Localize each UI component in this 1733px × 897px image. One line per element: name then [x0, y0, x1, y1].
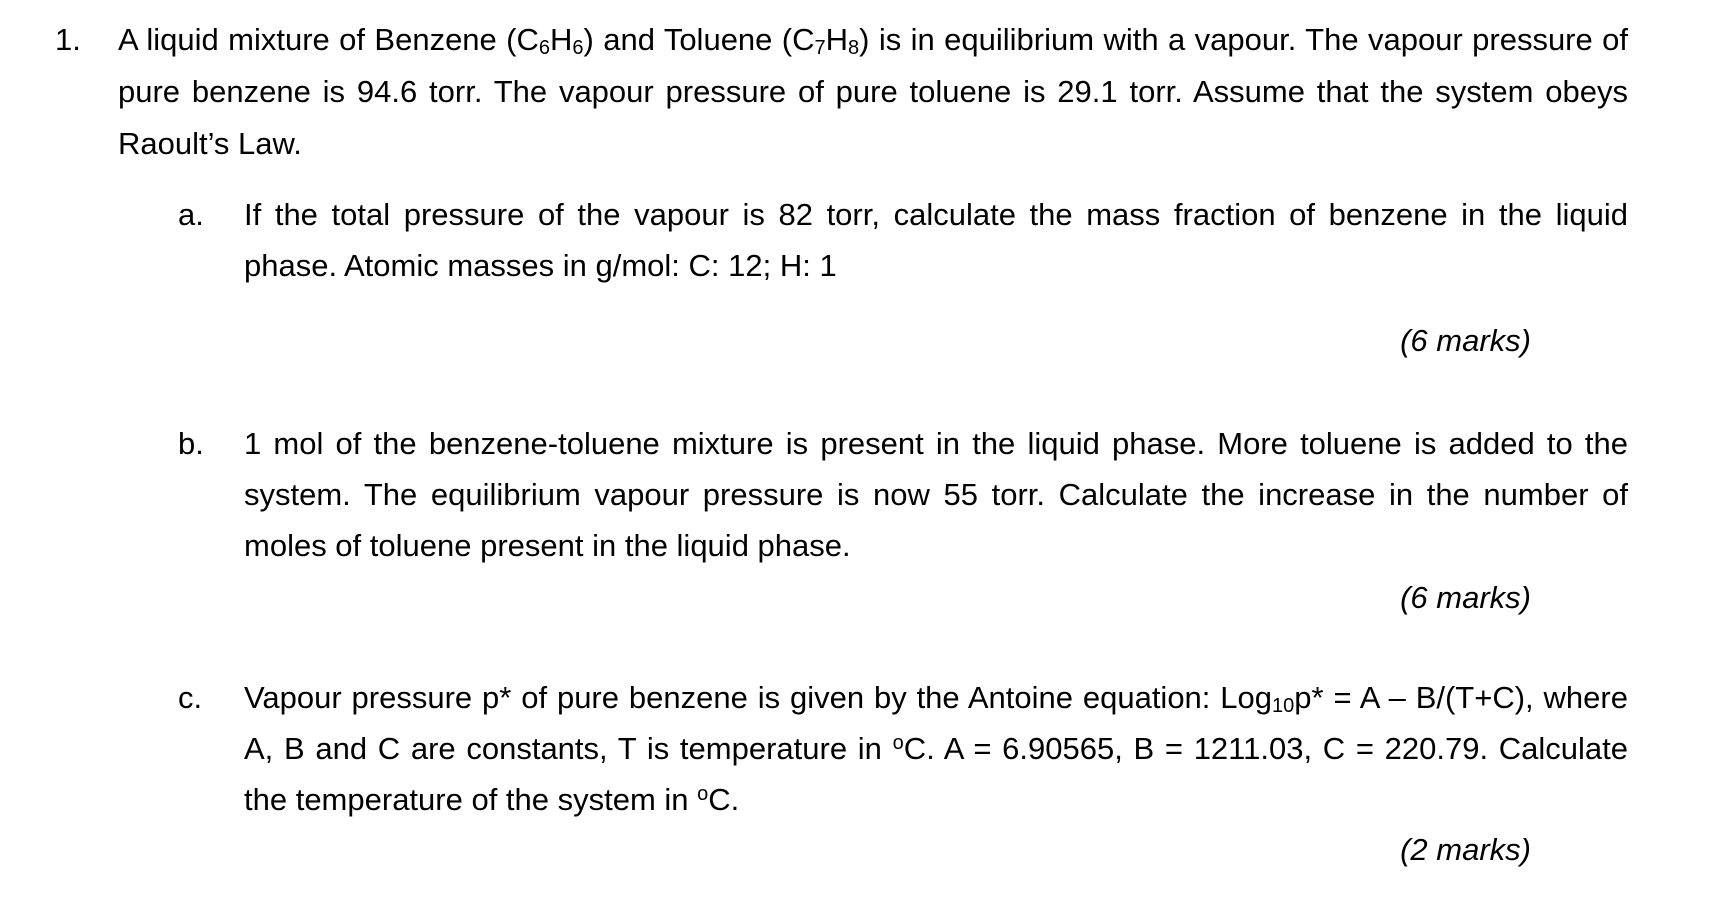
part-c-text — [244, 672, 1628, 825]
part-c-text-segment: p* = A – B/(T+C), where A, B and C are constants, T is temperature in — [244, 680, 1628, 766]
part-b-label: b. — [178, 426, 204, 461]
part-b-marks: (6 marks) — [1400, 580, 1531, 615]
question-stem — [118, 14, 1628, 170]
stem-subscript: 7 — [814, 37, 826, 59]
part-b-text: 1 mol of the benzene-toluene mixture is present in the liquid phase. More toluene is added to the system. The equilibrium vapour pressure is now 55 torr. Calculate the increase in the number of moles of toluene present in the liquid phase. — [244, 426, 1628, 563]
part-c-text-segment: C. — [708, 782, 740, 817]
stem-text: H — [825, 22, 849, 57]
part-c-degree-superscript: o — [697, 783, 709, 805]
part-c-subscript: 10 — [1272, 695, 1295, 717]
question-number: 1. — [55, 22, 81, 57]
part-c-text-segment: C. A = 6.90565, B = 1211.03, C = 220.79. Calculate the temperature of the system in — [244, 731, 1628, 817]
part-a-label: a. — [178, 197, 204, 232]
part-c-marks: (2 marks) — [1400, 832, 1531, 867]
stem-text: ) and Toluene (C — [583, 22, 815, 57]
stem-subscript: 6 — [538, 37, 551, 59]
part-a-marks: (6 marks) — [1400, 323, 1531, 358]
stem-text: A liquid mixture of Benzene (C — [118, 22, 539, 57]
part-a-text: If the total pressure of the vapour is 82 torr, calculate the mass fraction of benzene in the liquid phase. Atomic masses in g/mol: C: 12; H: 1 — [244, 197, 1628, 283]
stem-subscript: 6 — [572, 37, 584, 59]
part-c-text-segment: Vapour pressure p* of pure benzene is given by the Antoine equation: Log — [244, 680, 1273, 715]
part-c-degree-superscript: o — [892, 732, 904, 754]
part-c-label: c. — [178, 680, 203, 715]
stem-text: H — [550, 22, 573, 57]
stem-text: ) is in equilibrium with a vapour. The vapour pressure of pure benzene is 94.6 torr. The vapour pressure of pure toluene is 29.1 torr. Assume that the system obeys Raoult’s Law. — [118, 22, 1628, 161]
stem-subscript: 8 — [848, 37, 860, 59]
